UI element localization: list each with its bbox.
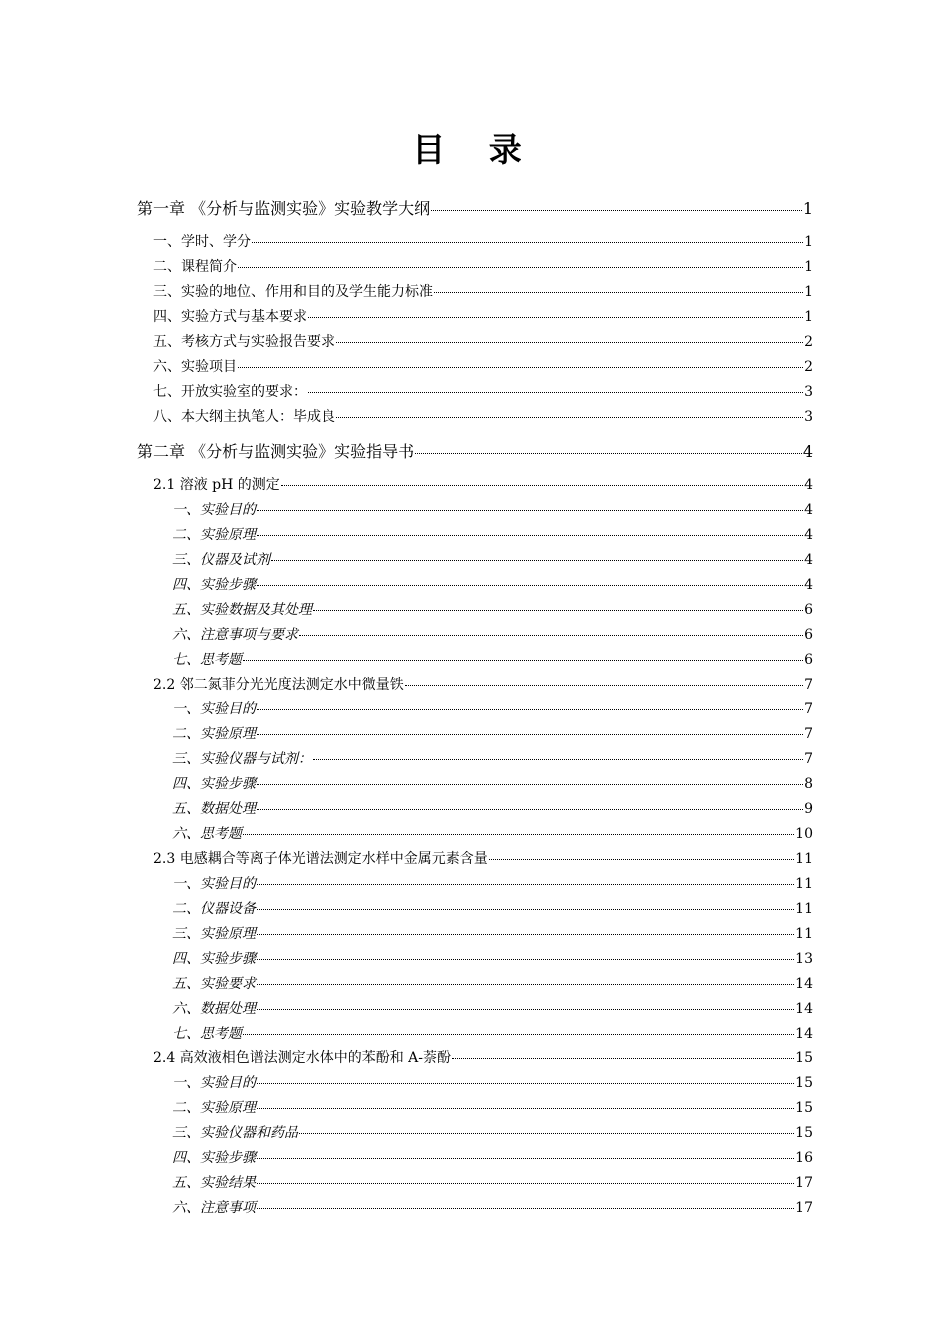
- toc-subitem[interactable]: [172, 798, 813, 818]
- toc-subitem[interactable]: [172, 649, 813, 669]
- toc-label: 六、思考题: [172, 826, 242, 842]
- toc-subitem[interactable]: [172, 1072, 813, 1092]
- toc-page-number: 3: [804, 409, 813, 425]
- toc-label: 七、开放实验室的要求：: [153, 384, 307, 400]
- toc-subitem[interactable]: [172, 524, 813, 544]
- toc-page-number: 13: [795, 951, 813, 967]
- toc-label: 七、思考题: [172, 652, 242, 668]
- toc-leader: [489, 859, 794, 860]
- toc-page-number: 1: [804, 259, 813, 275]
- toc-section-2-4[interactable]: [153, 1047, 813, 1067]
- toc-page-number: 4: [804, 502, 813, 518]
- toc-leader: [452, 1058, 794, 1059]
- toc-label: 六、注意事项与要求: [172, 627, 298, 643]
- toc-page-number: 14: [795, 1001, 813, 1017]
- toc-page-number: 6: [804, 652, 813, 668]
- toc-leader: [257, 1083, 794, 1084]
- toc-label: 一、实验目的: [172, 502, 256, 518]
- toc-label: 2.1 溶液 pH 的测定: [153, 477, 280, 493]
- toc-subitem[interactable]: [172, 549, 813, 569]
- toc-label: 三、仪器及试剂: [172, 552, 270, 568]
- toc-subitem[interactable]: [172, 898, 813, 918]
- toc-subitem[interactable]: [172, 748, 813, 768]
- toc-label: 六、实验项目: [153, 359, 237, 375]
- toc-subitem[interactable]: [172, 1197, 813, 1217]
- toc-subitem[interactable]: [172, 499, 813, 519]
- toc-label: 三、实验仪器和药品: [172, 1125, 298, 1141]
- toc-label: 一、实验目的: [172, 701, 256, 717]
- toc-page-number: 11: [795, 876, 813, 892]
- toc-page-number: 3: [804, 384, 813, 400]
- toc-label: 四、实验步骤: [172, 1150, 256, 1166]
- toc-page-number: 10: [795, 826, 813, 842]
- toc-page-number: 15: [795, 1100, 813, 1116]
- toc-leader: [243, 834, 794, 835]
- toc-leader: [257, 809, 803, 810]
- toc-label: 五、考核方式与实验报告要求: [153, 334, 335, 350]
- toc-leader: [257, 909, 794, 910]
- toc-subitem[interactable]: [172, 698, 813, 718]
- toc-section-2-1[interactable]: [153, 474, 813, 494]
- toc-leader: [257, 734, 803, 735]
- toc-subitem[interactable]: [172, 998, 813, 1018]
- toc-label: 八、本大纲主执笔人：毕成良: [153, 409, 335, 425]
- toc-leader: [336, 417, 803, 418]
- toc-label: 二、实验原理: [172, 1100, 256, 1116]
- toc-page-number: 4: [804, 552, 813, 568]
- toc-page-number: 14: [795, 1026, 813, 1042]
- toc-page-number: 7: [804, 677, 813, 693]
- toc-page-number: 4: [804, 477, 813, 493]
- toc-subitem[interactable]: [172, 1147, 813, 1167]
- page-title: 目 录: [412, 130, 538, 169]
- toc-label: 一、实验目的: [172, 876, 256, 892]
- toc-label: 六、注意事项: [172, 1200, 256, 1216]
- toc-leader: [238, 367, 803, 368]
- toc-page-number: 1: [804, 234, 813, 250]
- toc-leader: [308, 392, 803, 393]
- toc-label: 2.3 电感耦合等离子体光谱法测定水样中金属元素含量: [153, 851, 488, 867]
- toc-page-number: 15: [795, 1050, 813, 1066]
- toc-label: 二、仪器设备: [172, 901, 256, 917]
- toc-leader: [431, 210, 802, 211]
- toc-leader: [271, 560, 803, 561]
- toc-page-number: 14: [795, 976, 813, 992]
- toc-page-number: 4: [804, 577, 813, 593]
- toc-leader: [434, 292, 803, 293]
- toc-page-number: 1: [804, 309, 813, 325]
- toc-label: 四、实验步骤: [172, 951, 256, 967]
- toc-item[interactable]: [153, 381, 813, 401]
- toc-leader: [257, 510, 803, 511]
- toc-item[interactable]: [153, 406, 813, 426]
- toc-leader: [257, 934, 794, 935]
- toc-page-number: 15: [795, 1075, 813, 1091]
- toc-label: 第二章 《分析与监测实验》实验指导书: [137, 442, 415, 461]
- toc-leader: [257, 1183, 794, 1184]
- toc-page-number: 8: [804, 776, 813, 792]
- toc-leader: [243, 1034, 794, 1035]
- toc-leader: [313, 759, 803, 760]
- toc-label: 五、实验结果: [172, 1175, 256, 1191]
- toc-page-number: 15: [795, 1125, 813, 1141]
- toc-page-number: 2: [804, 359, 813, 375]
- toc-page-number: 1: [804, 284, 813, 300]
- toc-subitem[interactable]: [172, 574, 813, 594]
- toc-leader: [257, 1009, 794, 1010]
- toc-leader: [257, 585, 803, 586]
- toc-leader: [243, 660, 803, 661]
- toc-subitem[interactable]: [172, 599, 813, 619]
- toc-page-number: 11: [795, 901, 813, 917]
- toc-page-number: 16: [795, 1150, 813, 1166]
- toc-leader: [257, 959, 794, 960]
- toc-label: 五、实验要求: [172, 976, 256, 992]
- toc-item[interactable]: [153, 281, 813, 301]
- toc-subitem[interactable]: [172, 823, 813, 843]
- toc-page-number: 1: [802, 199, 813, 218]
- toc-item[interactable]: [153, 331, 813, 351]
- toc-subitem[interactable]: [172, 948, 813, 968]
- toc-page-number: 17: [795, 1175, 813, 1191]
- toc-section-2-2[interactable]: [153, 674, 813, 694]
- toc-page-number: 6: [804, 627, 813, 643]
- toc-subitem[interactable]: [172, 923, 813, 943]
- toc-label: 一、实验目的: [172, 1075, 256, 1091]
- toc-subitem[interactable]: [172, 1097, 813, 1117]
- toc-leader: [257, 884, 794, 885]
- toc-leader: [257, 709, 803, 710]
- toc-item[interactable]: [153, 231, 813, 251]
- toc-leader: [257, 984, 794, 985]
- toc-leader: [299, 1133, 794, 1134]
- toc-leader: [405, 685, 803, 686]
- toc-subitem[interactable]: [172, 1172, 813, 1192]
- toc-leader: [257, 535, 803, 536]
- toc-subitem[interactable]: [172, 1023, 813, 1043]
- toc-label: 四、实验步骤: [172, 776, 256, 792]
- toc-page-number: 7: [804, 751, 813, 767]
- toc-page-number: 7: [804, 726, 813, 742]
- toc-subitem[interactable]: [172, 973, 813, 993]
- toc-leader: [308, 317, 803, 318]
- toc-label: 三、实验原理: [172, 926, 256, 942]
- toc-label: 二、实验原理: [172, 527, 256, 543]
- toc-page-number: 11: [795, 851, 813, 867]
- toc-leader: [336, 342, 803, 343]
- toc-page-number: 4: [804, 527, 813, 543]
- toc-label: 四、实验步骤: [172, 577, 256, 593]
- toc-subitem[interactable]: [172, 873, 813, 893]
- toc-label: 三、实验的地位、作用和目的及学生能力标准: [153, 284, 433, 300]
- toc-subitem[interactable]: [172, 1122, 813, 1142]
- toc-leader: [238, 267, 803, 268]
- toc-chapter-2[interactable]: [137, 439, 813, 462]
- toc-item[interactable]: [153, 356, 813, 376]
- toc-section-2-3[interactable]: [153, 848, 813, 868]
- toc-label: 二、实验原理: [172, 726, 256, 742]
- toc-leader: [415, 453, 802, 454]
- toc-leader: [313, 610, 803, 611]
- toc-leader: [252, 242, 803, 243]
- toc-subitem[interactable]: [172, 624, 813, 644]
- toc-label: 五、数据处理: [172, 801, 256, 817]
- toc-page-number: 2: [804, 334, 813, 350]
- toc-label: 三、实验仪器与试剂：: [172, 751, 312, 767]
- toc-page-number: 11: [795, 926, 813, 942]
- toc-page-number: 4: [802, 442, 813, 461]
- toc-item[interactable]: [153, 306, 813, 326]
- toc-leader: [299, 635, 803, 636]
- toc-subitem[interactable]: [172, 773, 813, 793]
- toc-label: 第一章 《分析与监测实验》实验教学大纲: [137, 199, 431, 218]
- toc-leader: [281, 485, 803, 486]
- toc-chapter-1[interactable]: [137, 196, 813, 219]
- toc-leader: [257, 784, 803, 785]
- toc-leader: [257, 1208, 794, 1209]
- toc-subitem[interactable]: [172, 723, 813, 743]
- toc-label: 2.2 邻二氮菲分光光度法测定水中微量铁: [153, 677, 404, 693]
- toc-label: 七、思考题: [172, 1026, 242, 1042]
- toc-label: 六、数据处理: [172, 1001, 256, 1017]
- toc-label: 二、课程简介: [153, 259, 237, 275]
- toc-label: 一、学时、学分: [153, 234, 251, 250]
- toc-page-number: 9: [804, 801, 813, 817]
- toc-page-number: 7: [804, 701, 813, 717]
- toc-page-number: 6: [804, 602, 813, 618]
- toc-label: 四、实验方式与基本要求: [153, 309, 307, 325]
- toc-label: 2.4 高效液相色谱法测定水体中的苯酚和 A-萘酚: [153, 1050, 452, 1066]
- toc-leader: [257, 1108, 794, 1109]
- toc-item[interactable]: [153, 256, 813, 276]
- toc-leader: [257, 1158, 794, 1159]
- toc-page-number: 17: [795, 1200, 813, 1216]
- toc-label: 五、实验数据及其处理: [172, 602, 312, 618]
